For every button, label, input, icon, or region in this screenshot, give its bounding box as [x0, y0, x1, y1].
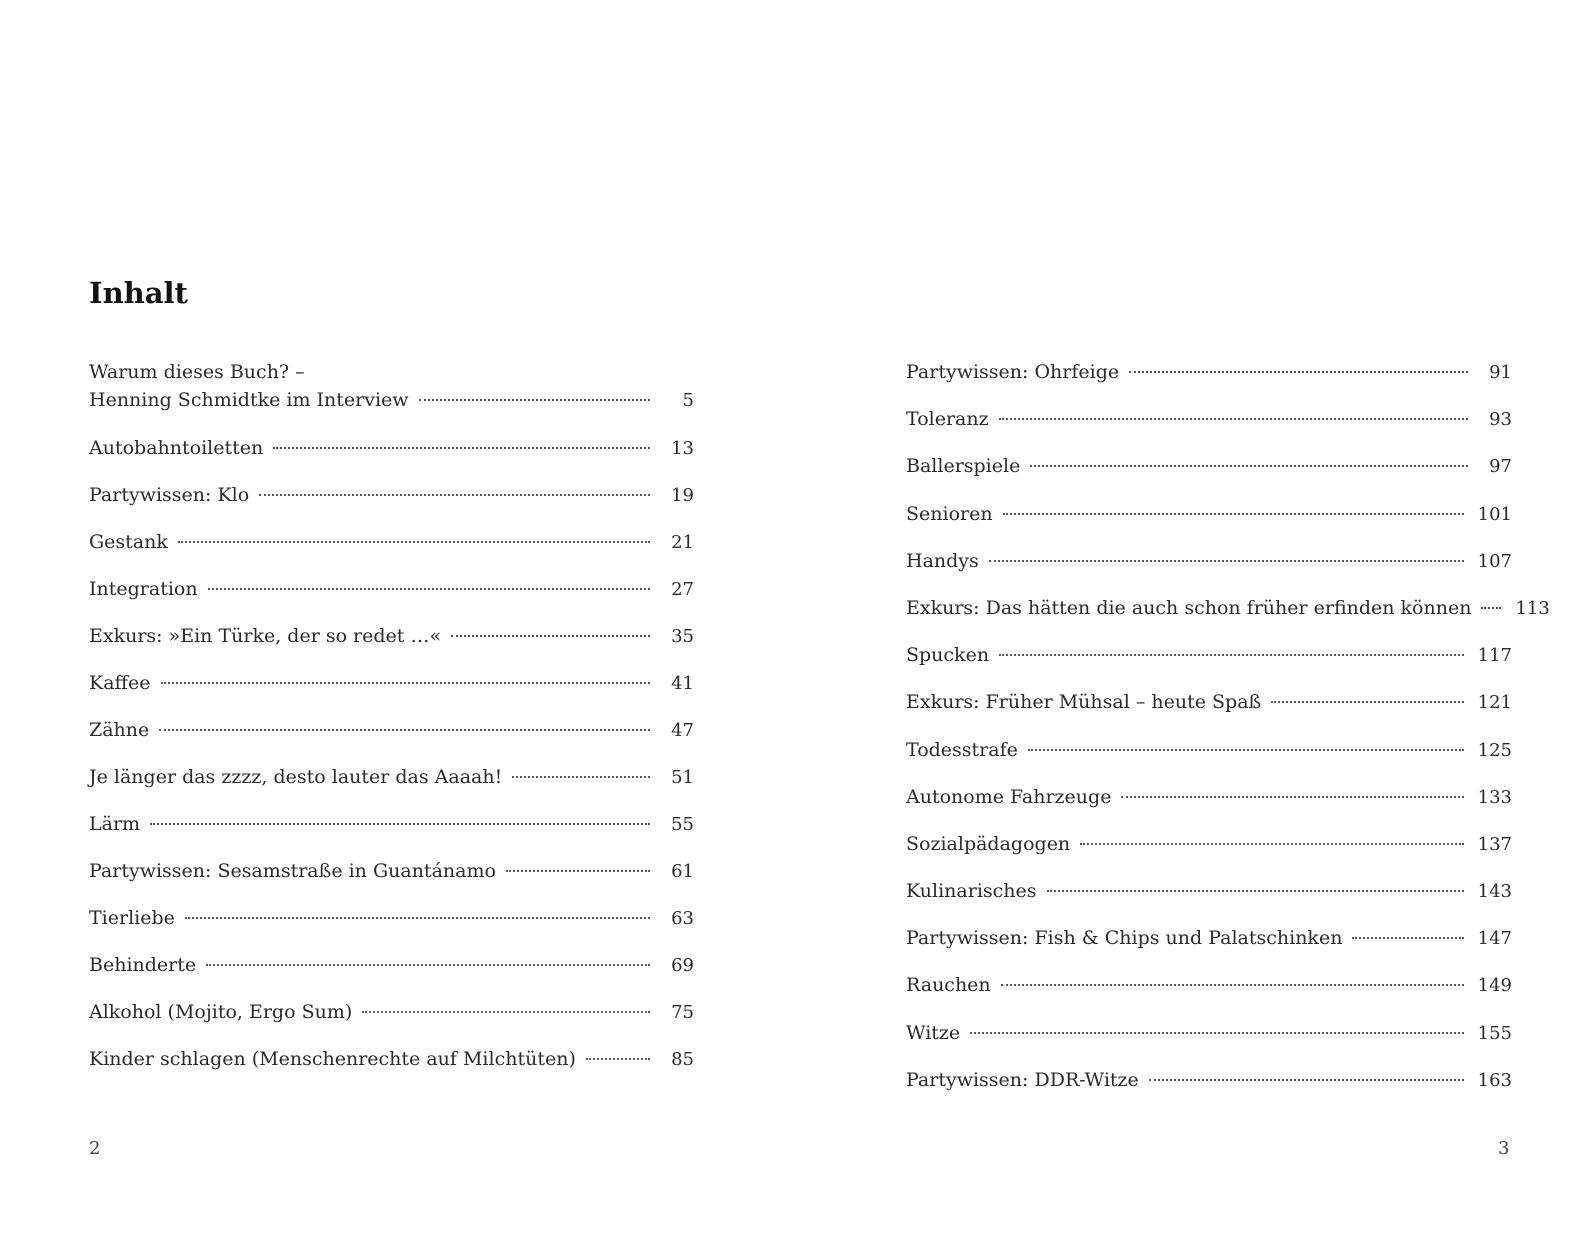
toc-right-column	[906, 358, 1550, 1113]
dot-leader	[1271, 700, 1463, 703]
toc-entry-label: Kaffee	[89, 672, 151, 694]
toc-page-number: 149	[1477, 975, 1512, 997]
toc-entry[interactable]	[89, 998, 694, 1045]
dot-leader	[970, 1031, 1463, 1034]
toc-entry-label: Kinder schlagen (Menschenrechte auf Milchtüten)	[89, 1048, 576, 1070]
dot-leader	[1481, 606, 1501, 609]
toc-entry[interactable]	[89, 434, 694, 481]
toc-page-number: 27	[671, 579, 694, 600]
dot-leader	[506, 869, 650, 872]
toc-page-number: 85	[671, 1049, 694, 1070]
toc-entry-label: Gestank	[89, 531, 168, 553]
toc-entry[interactable]	[906, 452, 1512, 499]
dot-leader	[206, 963, 650, 966]
toc-page-number: 63	[671, 908, 694, 929]
dot-leader	[1080, 842, 1463, 845]
toc-page-number: 93	[1489, 409, 1512, 431]
toc-page-number: 133	[1477, 786, 1512, 808]
toc-entry-label: Senioren	[906, 502, 993, 525]
toc-page-number: 61	[671, 861, 694, 882]
toc-entry[interactable]	[906, 547, 1512, 594]
toc-page-number: 21	[671, 532, 694, 553]
toc-entry[interactable]	[906, 641, 1512, 688]
toc-page-number: 155	[1477, 1022, 1512, 1044]
toc-entry-label: Zähne	[89, 719, 150, 741]
toc-entry-label: Partywissen: DDR-Witze	[906, 1068, 1139, 1091]
dot-leader	[159, 728, 650, 731]
dot-leader	[1149, 1078, 1464, 1081]
dot-leader	[208, 587, 650, 590]
toc-page-number: 41	[671, 673, 694, 694]
toc-entry[interactable]	[89, 575, 694, 622]
page-number-right: 3	[1498, 1138, 1510, 1159]
dot-leader	[1003, 512, 1464, 515]
toc-entry[interactable]	[89, 622, 694, 669]
dot-leader	[451, 634, 650, 637]
dot-leader	[273, 446, 650, 449]
toc-page-number: 113	[1515, 597, 1550, 619]
toc-entry[interactable]	[906, 688, 1512, 735]
toc-entry-label: Exkurs: Früher Mühsal – heute Spaß	[906, 691, 1262, 714]
toc-entry[interactable]	[89, 857, 694, 904]
toc-page-number: 55	[671, 814, 694, 835]
toc-entry-label: Autonome Fahrzeuge	[906, 785, 1112, 808]
dot-leader	[586, 1057, 650, 1060]
toc-page-number: 125	[1477, 739, 1512, 761]
dot-leader	[1001, 983, 1464, 986]
dot-leader	[989, 559, 1464, 562]
dot-leader	[150, 822, 650, 825]
dot-leader	[1129, 370, 1468, 373]
toc-entry[interactable]	[89, 763, 694, 810]
toc-entry[interactable]	[906, 405, 1512, 452]
dot-leader	[1030, 464, 1468, 467]
toc-entry[interactable]	[89, 528, 694, 575]
toc-entry-label: Todesstrafe	[906, 738, 1018, 761]
toc-page-number: 51	[671, 767, 694, 788]
dot-leader	[999, 417, 1468, 420]
toc-entry-label: Partywissen: Klo	[89, 484, 250, 506]
dot-leader	[1028, 748, 1464, 751]
toc-entry[interactable]	[89, 716, 694, 763]
toc-page-number: 75	[671, 1002, 694, 1023]
toc-entry[interactable]	[906, 1019, 1512, 1066]
toc-entry-label: Handys	[906, 549, 979, 572]
toc-entry-label-line1: Warum dieses Buch? –	[89, 361, 305, 383]
toc-entry-label: Behinderte	[89, 954, 197, 976]
toc-entry-label: Lärm	[89, 813, 141, 835]
page-title: Inhalt	[89, 276, 188, 310]
toc-entry[interactable]	[89, 358, 694, 434]
toc-entry[interactable]	[906, 358, 1512, 405]
toc-entry[interactable]	[89, 481, 694, 528]
toc-page-number: 121	[1477, 692, 1512, 714]
toc-entry-label: Exkurs: Das hätten die auch schon früher erfinden können	[906, 596, 1472, 619]
toc-page-number: 19	[671, 485, 694, 506]
toc-page-number: 5	[682, 390, 694, 411]
dot-leader	[362, 1010, 650, 1013]
toc-page-number: 91	[1489, 362, 1512, 383]
toc-page-number: 69	[671, 955, 694, 976]
toc-page-number: 163	[1477, 1069, 1512, 1091]
dot-leader	[999, 653, 1464, 656]
toc-entry[interactable]	[906, 924, 1512, 971]
toc-entry-label: Alkohol (Mojito, Ergo Sum)	[89, 1001, 353, 1023]
toc-entry-label: Kulinarisches	[906, 880, 1037, 903]
toc-entry[interactable]	[89, 810, 694, 857]
toc-entry-label: Je länger das zzzz, desto lauter das Aaaah!	[89, 766, 503, 788]
toc-entry[interactable]	[906, 500, 1512, 547]
toc-entry[interactable]	[906, 830, 1512, 877]
toc-entry-label: Tierliebe	[89, 907, 175, 929]
dot-leader	[178, 540, 650, 543]
toc-entry[interactable]	[906, 877, 1512, 924]
toc-entry-label: Rauchen	[906, 974, 991, 997]
dot-leader	[419, 398, 650, 401]
toc-page-number: 47	[671, 720, 694, 741]
page-number-left: 2	[89, 1138, 101, 1159]
toc-entry[interactable]	[906, 1066, 1512, 1113]
toc-entry-label: Witze	[906, 1021, 961, 1044]
toc-page-number: 137	[1477, 833, 1512, 855]
dot-leader	[512, 775, 650, 778]
toc-entry-label: Autobahntoiletten	[89, 437, 264, 459]
toc-page-number: 13	[671, 438, 694, 459]
toc-entry[interactable]	[906, 736, 1512, 783]
toc-left-column	[89, 358, 694, 1092]
toc-entry-label: Partywissen: Ohrfeige	[906, 361, 1120, 383]
toc-entry[interactable]	[89, 669, 694, 716]
toc-page-number: 97	[1489, 456, 1512, 478]
toc-entry-label: Partywissen: Fish & Chips und Palatschinken	[906, 927, 1343, 950]
toc-entry-label: Toleranz	[906, 408, 989, 431]
toc-entry-label: Integration	[89, 578, 198, 600]
toc-page-number: 117	[1477, 645, 1512, 667]
toc-entry[interactable]	[906, 783, 1512, 830]
toc-entry-label: Sozialpädagogen	[906, 832, 1071, 855]
toc-entry-label: Spucken	[906, 644, 990, 667]
toc-page-number: 35	[671, 626, 694, 647]
dot-leader	[161, 681, 650, 684]
toc-page-number: 143	[1477, 881, 1512, 903]
dot-leader	[1121, 795, 1463, 798]
toc-entry[interactable]	[906, 971, 1512, 1018]
toc-page-number: 107	[1477, 550, 1512, 572]
toc-entry-label: Ballerspiele	[906, 455, 1021, 478]
dot-leader	[1047, 889, 1464, 892]
toc-entry[interactable]	[89, 904, 694, 951]
toc-entry-label: Partywissen: Sesamstraße in Guantánamo	[89, 860, 496, 882]
toc-entry[interactable]	[89, 1045, 694, 1092]
dot-leader	[259, 493, 650, 496]
toc-entry[interactable]	[89, 951, 694, 998]
toc-entry-label: Henning Schmidtke im Interview	[89, 389, 409, 411]
dot-leader	[185, 916, 650, 919]
dot-leader	[1352, 936, 1463, 939]
toc-entry-label: Exkurs: »Ein Türke, der so redet …«	[89, 625, 442, 647]
toc-entry[interactable]	[906, 594, 1550, 641]
toc-page-number: 101	[1477, 503, 1512, 525]
toc-page-number: 147	[1477, 928, 1512, 950]
